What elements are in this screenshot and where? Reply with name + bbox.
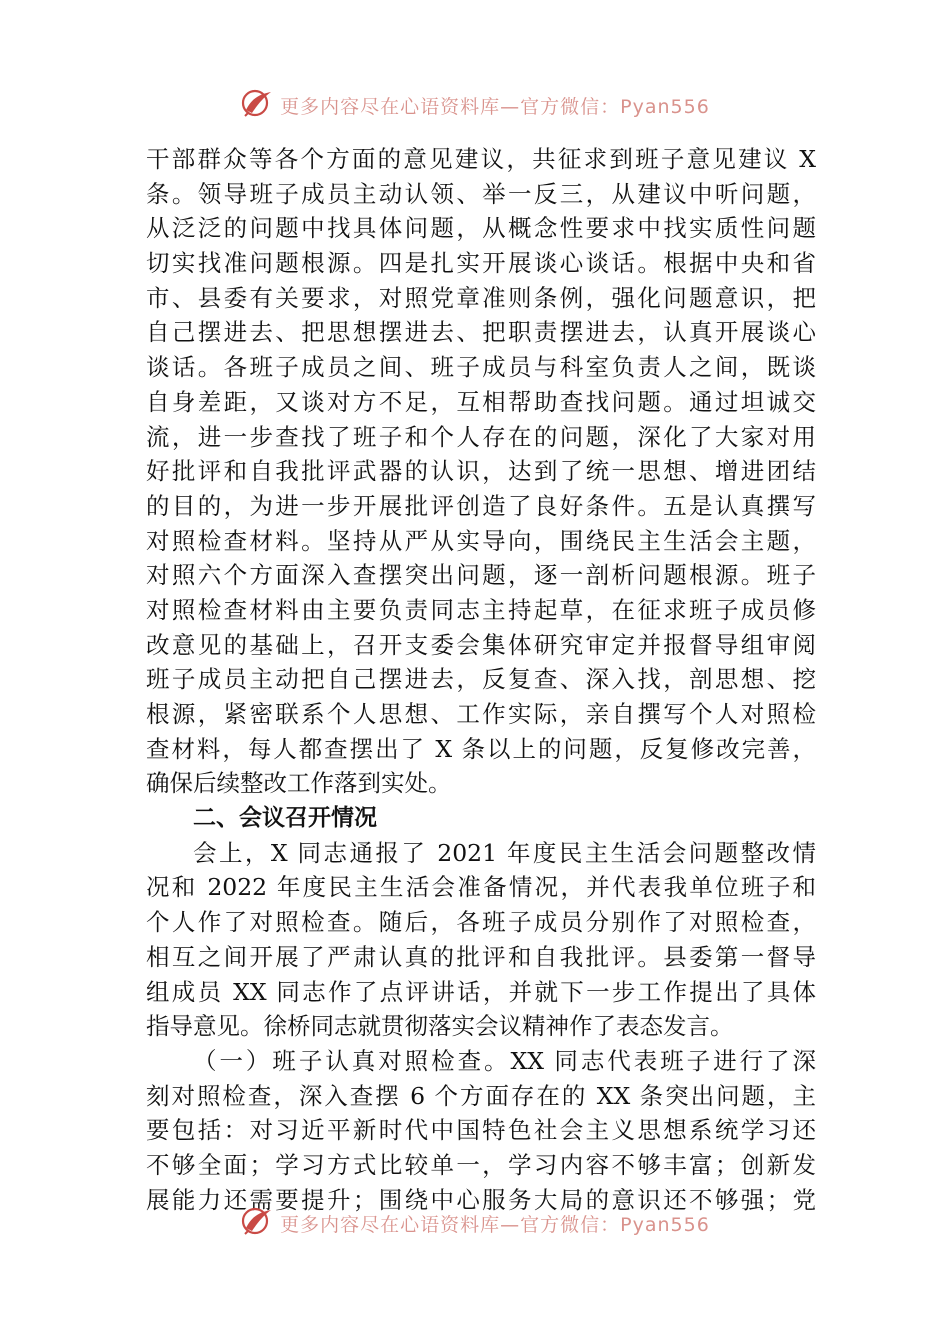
text-line: 确保后续整改工作落到实处。 [146,769,452,798]
text-line: 自身差距，又谈对方不足，互相帮助查找问题。通过坦诚交 [146,387,816,416]
text-line: 的目的，为进一步开展批评创造了良好条件。五是认真撰写 [146,491,816,520]
watermark-logo-icon [240,88,274,123]
text-line: 根源，紧密联系个人思想、工作实际，亲自撰写个人对照检 [146,700,816,728]
text-line: 不够全面；学习方式比较单一，学习内容不够丰富；创新发 [146,1150,816,1179]
text-line: 改意见的基础上，召开支委会集体研究审定并报督导组审阅 [146,630,816,659]
text-line: 况和 2022 年度民主生活会准备情况，并代表我单位班子和 [146,873,816,902]
document-body [146,142,816,1217]
text-line: 干部群众等各个方面的意见建议，共征求到班子意见建议 X [146,145,816,173]
watermark-text: 更多内容尽在心语资料库—官方微信：Pyan556 [280,1214,710,1236]
text-line: 指导意见。徐桥同志就贯彻落实会议精神作了表态发言。 [146,1012,734,1041]
text-line: 个人作了对照检查。随后，各班子成员分别作了对照检查， [146,908,816,937]
text-line: 对照检查材料由主要负责同志主持起草，在征求班子成员修 [146,595,816,624]
text-line: 要包括：对习近平新时代中国特色社会主义思想系统学习还 [146,1116,816,1145]
text-line: 会上，X 同志通报了 2021 年度民主生活会问题整改情 [193,838,816,867]
watermark-header [0,88,950,123]
text-line: 市、县委有关要求，对照党章准则条例，强化问题意识，把 [146,283,816,312]
text-line: 好批评和自我批评武器的认识，达到了统一思想、增进团结 [146,457,816,486]
text-line: 查材料，每人都查摆出了 X 条以上的问题，反复修改完善， [146,734,816,763]
text-line: 相互之间开展了严肃认真的批评和自我批评。县委第一督导 [146,942,816,971]
text-line: 组成员 XX 同志作了点评讲话，并就下一步工作提出了具体 [146,977,816,1006]
text-line: 刻对照检查，深入查摆 6 个方面存在的 XX 条突出问题，主 [146,1081,816,1110]
section-heading: 二、会议召开情况 [193,805,377,832]
watermark-footer [0,1206,950,1241]
text-line: 对照检查材料。坚持从严从实导向，围绕民主生活会主题， [146,526,816,555]
text-line: 条。领导班子成员主动认领、举一反三，从建议中听问题， [146,179,816,208]
text-line: 从泛泛的问题中找具体问题，从概念性要求中找实质性问题 [146,214,816,243]
text-line: 谈话。各班子成员之间、班子成员与科室负责人之间，既谈 [146,353,816,382]
text-line: （一）班子认真对照检查。XX 同志代表班子进行了深 [193,1046,816,1075]
watermark-logo-icon [240,1206,274,1241]
text-line: 展能力还需要提升；围绕中心服务大局的意识还不够强；党 [146,1185,816,1214]
text-line: 自己摆进去、把思想摆进去、把职责摆进去，认真开展谈心 [146,318,816,347]
text-line: 对照六个方面深入查摆突出问题，逐一剖析问题根源。班子 [146,561,816,590]
watermark-text: 更多内容尽在心语资料库—官方微信：Pyan556 [280,96,710,118]
text-line: 切实找准问题根源。四是扎实开展谈心谈话。根据中央和省 [146,249,816,278]
text-line: 流，进一步查找了班子和个人存在的问题，深化了大家对用 [146,422,816,451]
text-line: 班子成员主动把自己摆进去，反复查、深入找，剖思想、挖 [146,665,816,694]
